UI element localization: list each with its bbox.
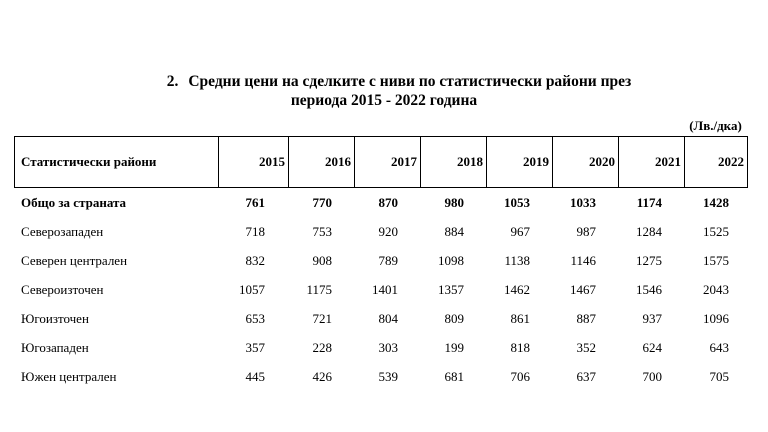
value-cell: 1146 — [570, 253, 596, 268]
value-cell: 980 — [444, 195, 464, 210]
row-label: Югоизточен — [21, 311, 89, 326]
value-cell: 1053 — [504, 195, 530, 210]
header-year: 2018 — [421, 136, 487, 188]
value-cell: 445 — [245, 369, 265, 384]
value-cell: 789 — [378, 253, 398, 268]
header-year: 2016 — [289, 136, 355, 188]
value-cell: 426 — [312, 369, 332, 384]
value-cell: 1098 — [438, 253, 464, 268]
title-line-2: периода 2015 - 2022 година — [290, 92, 478, 109]
table-header — [14, 136, 748, 188]
value-cell: 706 — [510, 369, 530, 384]
value-cell: 1467 — [570, 282, 596, 297]
value-cell: 681 — [444, 369, 464, 384]
row-label: Общо за страната — [21, 195, 127, 210]
value-cell: 1174 — [636, 195, 662, 210]
value-cell: 1033 — [570, 195, 596, 210]
value-cell: 1401 — [372, 282, 398, 297]
value-cell: 653 — [245, 311, 265, 326]
header-year: 2022 — [685, 136, 748, 188]
value-cell: 228 — [312, 340, 332, 355]
title-line-1 — [0, 72, 768, 91]
value-cell: 637 — [576, 369, 596, 384]
value-cell: 199 — [444, 340, 464, 355]
value-cell: 870 — [378, 195, 398, 210]
value-cell: 643 — [709, 340, 729, 355]
value-cell: 920 — [378, 224, 398, 239]
table-row — [14, 280, 748, 300]
table-title — [0, 72, 768, 110]
table-row — [14, 222, 748, 242]
value-cell: 624 — [642, 340, 662, 355]
value-cell: 884 — [444, 224, 464, 239]
header-year: 2021 — [619, 136, 685, 188]
value-cell: 1175 — [306, 282, 332, 297]
title-text-1: Средни цени на сделките с ниви по статистически райони през — [188, 73, 632, 90]
value-cell: 1525 — [703, 224, 729, 239]
value-cell: 1138 — [504, 253, 530, 268]
value-cell: 753 — [312, 224, 332, 239]
value-cell: 357 — [245, 340, 265, 355]
value-cell: 861 — [510, 311, 530, 326]
value-cell: 705 — [709, 369, 729, 384]
value-cell: 718 — [245, 224, 265, 239]
row-label: Югозападен — [21, 340, 89, 355]
table-row — [14, 338, 748, 358]
value-cell: 1096 — [703, 311, 729, 326]
header-year: 2015 — [219, 136, 289, 188]
value-cell: 1275 — [636, 253, 662, 268]
value-cell: 761 — [245, 195, 265, 210]
value-cell: 1428 — [703, 195, 729, 210]
table-row-total — [14, 193, 748, 213]
value-cell: 804 — [378, 311, 398, 326]
value-cell: 770 — [312, 195, 332, 210]
value-cell: 809 — [444, 311, 464, 326]
title-number: 2. — [166, 73, 179, 90]
header-year: 2019 — [487, 136, 553, 188]
value-cell: 539 — [378, 369, 398, 384]
value-cell: 967 — [510, 224, 530, 239]
value-cell: 700 — [642, 369, 662, 384]
value-cell: 303 — [378, 340, 398, 355]
header-year: 2017 — [355, 136, 421, 188]
header-region: Статистически райони — [14, 136, 219, 188]
table-row — [14, 367, 748, 387]
value-cell: 937 — [642, 311, 662, 326]
table-row — [14, 309, 748, 329]
value-cell: 1462 — [504, 282, 530, 297]
value-cell: 987 — [576, 224, 596, 239]
row-label: Северозападен — [21, 224, 104, 239]
value-cell: 818 — [510, 340, 530, 355]
row-label: Южен централен — [21, 369, 117, 384]
table-row — [14, 251, 748, 271]
value-cell: 1057 — [239, 282, 265, 297]
row-label: Северен централен — [21, 253, 128, 268]
value-cell: 1357 — [438, 282, 464, 297]
unit-label: (Лв./дка) — [689, 118, 742, 133]
value-cell: 1575 — [703, 253, 729, 268]
value-cell: 1284 — [636, 224, 662, 239]
value-cell: 887 — [576, 311, 596, 326]
value-cell: 832 — [245, 253, 265, 268]
value-cell: 908 — [312, 253, 332, 268]
row-label: Североизточен — [21, 282, 104, 297]
header-year: 2020 — [553, 136, 619, 188]
value-cell: 1546 — [636, 282, 662, 297]
value-cell: 2043 — [703, 282, 729, 297]
value-cell: 352 — [576, 340, 596, 355]
value-cell: 721 — [312, 311, 332, 326]
